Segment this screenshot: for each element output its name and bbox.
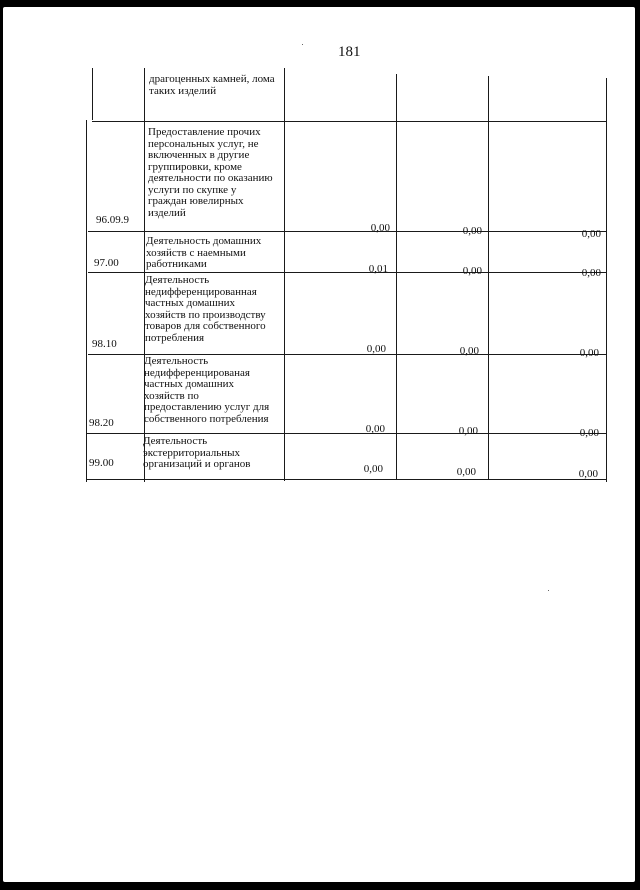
row-description: Деятельность недифференцированая частных домашних хозяйств по предоставлению услуг для собственного потребления bbox=[144, 355, 270, 425]
row-description: Деятельность экстерриториальных организаций и органов bbox=[143, 435, 251, 470]
scan-speck bbox=[302, 44, 303, 45]
scanned-page bbox=[3, 7, 635, 882]
row-code: 96.09.9 bbox=[96, 214, 129, 226]
row-value-col2: 0,00 bbox=[458, 425, 478, 437]
row-value-col3: 0,00 bbox=[579, 347, 599, 359]
table-rule-left-top bbox=[92, 68, 93, 120]
row-value-col3: 0,00 bbox=[581, 267, 601, 279]
row-value-col1: 0,00 bbox=[370, 222, 390, 234]
row-value-col1: 0,00 bbox=[366, 343, 386, 355]
table-row-rule bbox=[92, 121, 606, 122]
row-value-col1: 0,00 bbox=[365, 423, 385, 435]
row-value-col2: 0,00 bbox=[462, 265, 482, 277]
table-rule-left bbox=[86, 120, 87, 482]
row-value-col2: 0,00 bbox=[459, 345, 479, 357]
row-code: 97.00 bbox=[94, 257, 119, 269]
row-value-col1: 0,01 bbox=[368, 263, 388, 275]
row-code: 99.00 bbox=[89, 457, 114, 469]
table-bottom-rule bbox=[86, 479, 606, 480]
row-value-col3: 0,00 bbox=[578, 468, 598, 480]
row-value-col3: 0,00 bbox=[581, 228, 601, 240]
table-rule-val1 bbox=[396, 74, 397, 479]
row-description: Деятельность недифференцированная частных домашних хозяйств по производству товаров для собственного потребления bbox=[145, 274, 266, 344]
page-number: 181 bbox=[338, 44, 361, 60]
row-code: 98.10 bbox=[92, 338, 117, 350]
row-value-col2: 0,00 bbox=[462, 225, 482, 237]
row-code: 98.20 bbox=[89, 417, 114, 429]
row-value-col3: 0,00 bbox=[579, 427, 599, 439]
row-value-col1: 0,00 bbox=[363, 463, 383, 475]
row-description: драгоценных камней, лома таких изделий bbox=[149, 73, 275, 97]
table-rule-val2 bbox=[488, 76, 489, 480]
scan-speck bbox=[548, 590, 549, 591]
table-rule-right bbox=[606, 78, 607, 482]
row-value-col2: 0,00 bbox=[456, 466, 476, 478]
row-description: Деятельность домашних хозяйств с наемными работниками bbox=[146, 235, 262, 270]
row-description: Предоставление прочих персональных услуг, не включенных в другие группировки, кроме деятельности по оказанию услуги по скупке у граждан ювелирных изделий bbox=[148, 126, 273, 219]
